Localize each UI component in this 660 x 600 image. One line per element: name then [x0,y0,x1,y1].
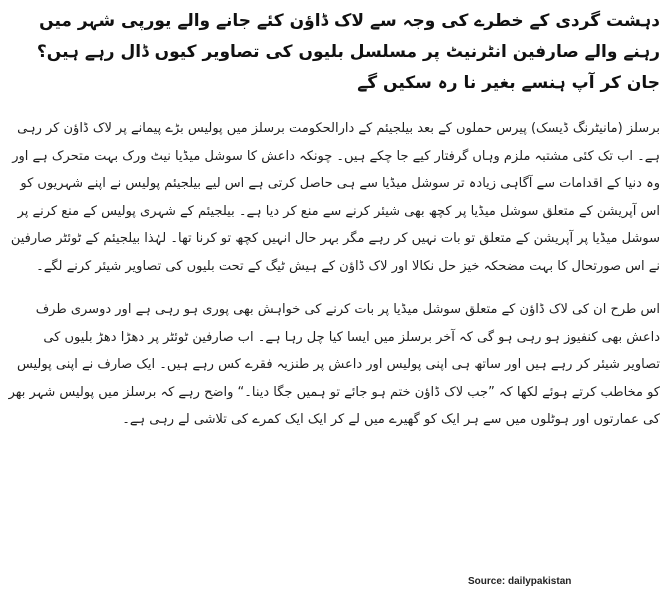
article-headline: دہشت گردی کے خطرے کی وجہ سے لاک ڈاؤن کئے جانے والے یورپی شہر میں رہنے والے صارفین انٹرنیٹ پر مسلسل بلیوں کی تصاویر کیوں ڈال رہے ہیں؟ جان کر آپ ہنسے بغیر نا رہ سکیں گے [36,11,660,93]
article-paragraph-2: اس طرح ان کی لاک ڈاؤن کے متعلق سوشل میڈیا پر بات کرنے کی خواہش بھی پوری ہو رہی ہے اور دوسری طرف داعش بھی کنفیوز ہو رہی ہو گی کہ آخر برسلز میں ایسا کیا چل رہا ہے۔ اب صارفین ٹوئٹر پر دھڑا دھڑ بلیوں کی تصاویر شیئر کر رہے ہیں اور ساتھ ہی اپنی پولیس اور داعش پر طنزیہ فقرے کس رہے ہیں۔ ایک صارف نے اپنی پولیس کو مخاطب کرتے ہوئے لکھا کہ ”جب لاک ڈاؤن ختم ہو جائے تو ہمیں جگا دینا۔“ واضح رہے کہ برسلز میں پولیس شہر بھر کی عمارتوں اور ہوٹلوں میں سے ہر ایک کو گھیرے میں لے کر ایک ایک کمرے کی تلاشی لے رہی ہے۔ [8,302,660,427]
article-body [8,6,660,450]
article-paragraph-1: برسلز (مانیٹرنگ ڈیسک) پیرس حملوں کے بعد بیلجیئم کے دارالحکومت برسلز میں پولیس بڑے پیمانے پر لاک ڈاؤن کر رہی ہے۔ اب تک کئی مشتبہ ملزم وہاں گرفتار کیے جا چکے ہیں۔ چونکہ داعش کا سوشل میڈیا نیٹ ورک بہت متحرک ہے اور وہ دنیا کے اقدامات سے آگاہی زیادہ تر سوشل میڈیا سے ہی حاصل کرتی ہے اس لیے بیلجیئم پولیس نے اپنے شہریوں کو اس آپریشن کے متعلق سوشل میڈیا پر کچھ بھی شیئر کرنے سے منع کر دیا ہے۔ بیلجیئم کے شہری پولیس کے منع کرنے پر سوشل میڈیا پر آپریشن کے متعلق تو بات نہیں کر رہے مگر بہر حال انہیں کچھ تو کرنا تھا۔ لہٰذا بیلجیئم کے ٹوئٹر صارفین نے اس صورتحال کا بہت مضحکہ خیز حل نکالا اور لاک ڈاؤن کے ہیش ٹیگ کے تحت بلیوں کی تصاویر شیئر کرنے لگے۔ [10,121,660,274]
source-credit: Source: dailypakistan [468,576,572,587]
